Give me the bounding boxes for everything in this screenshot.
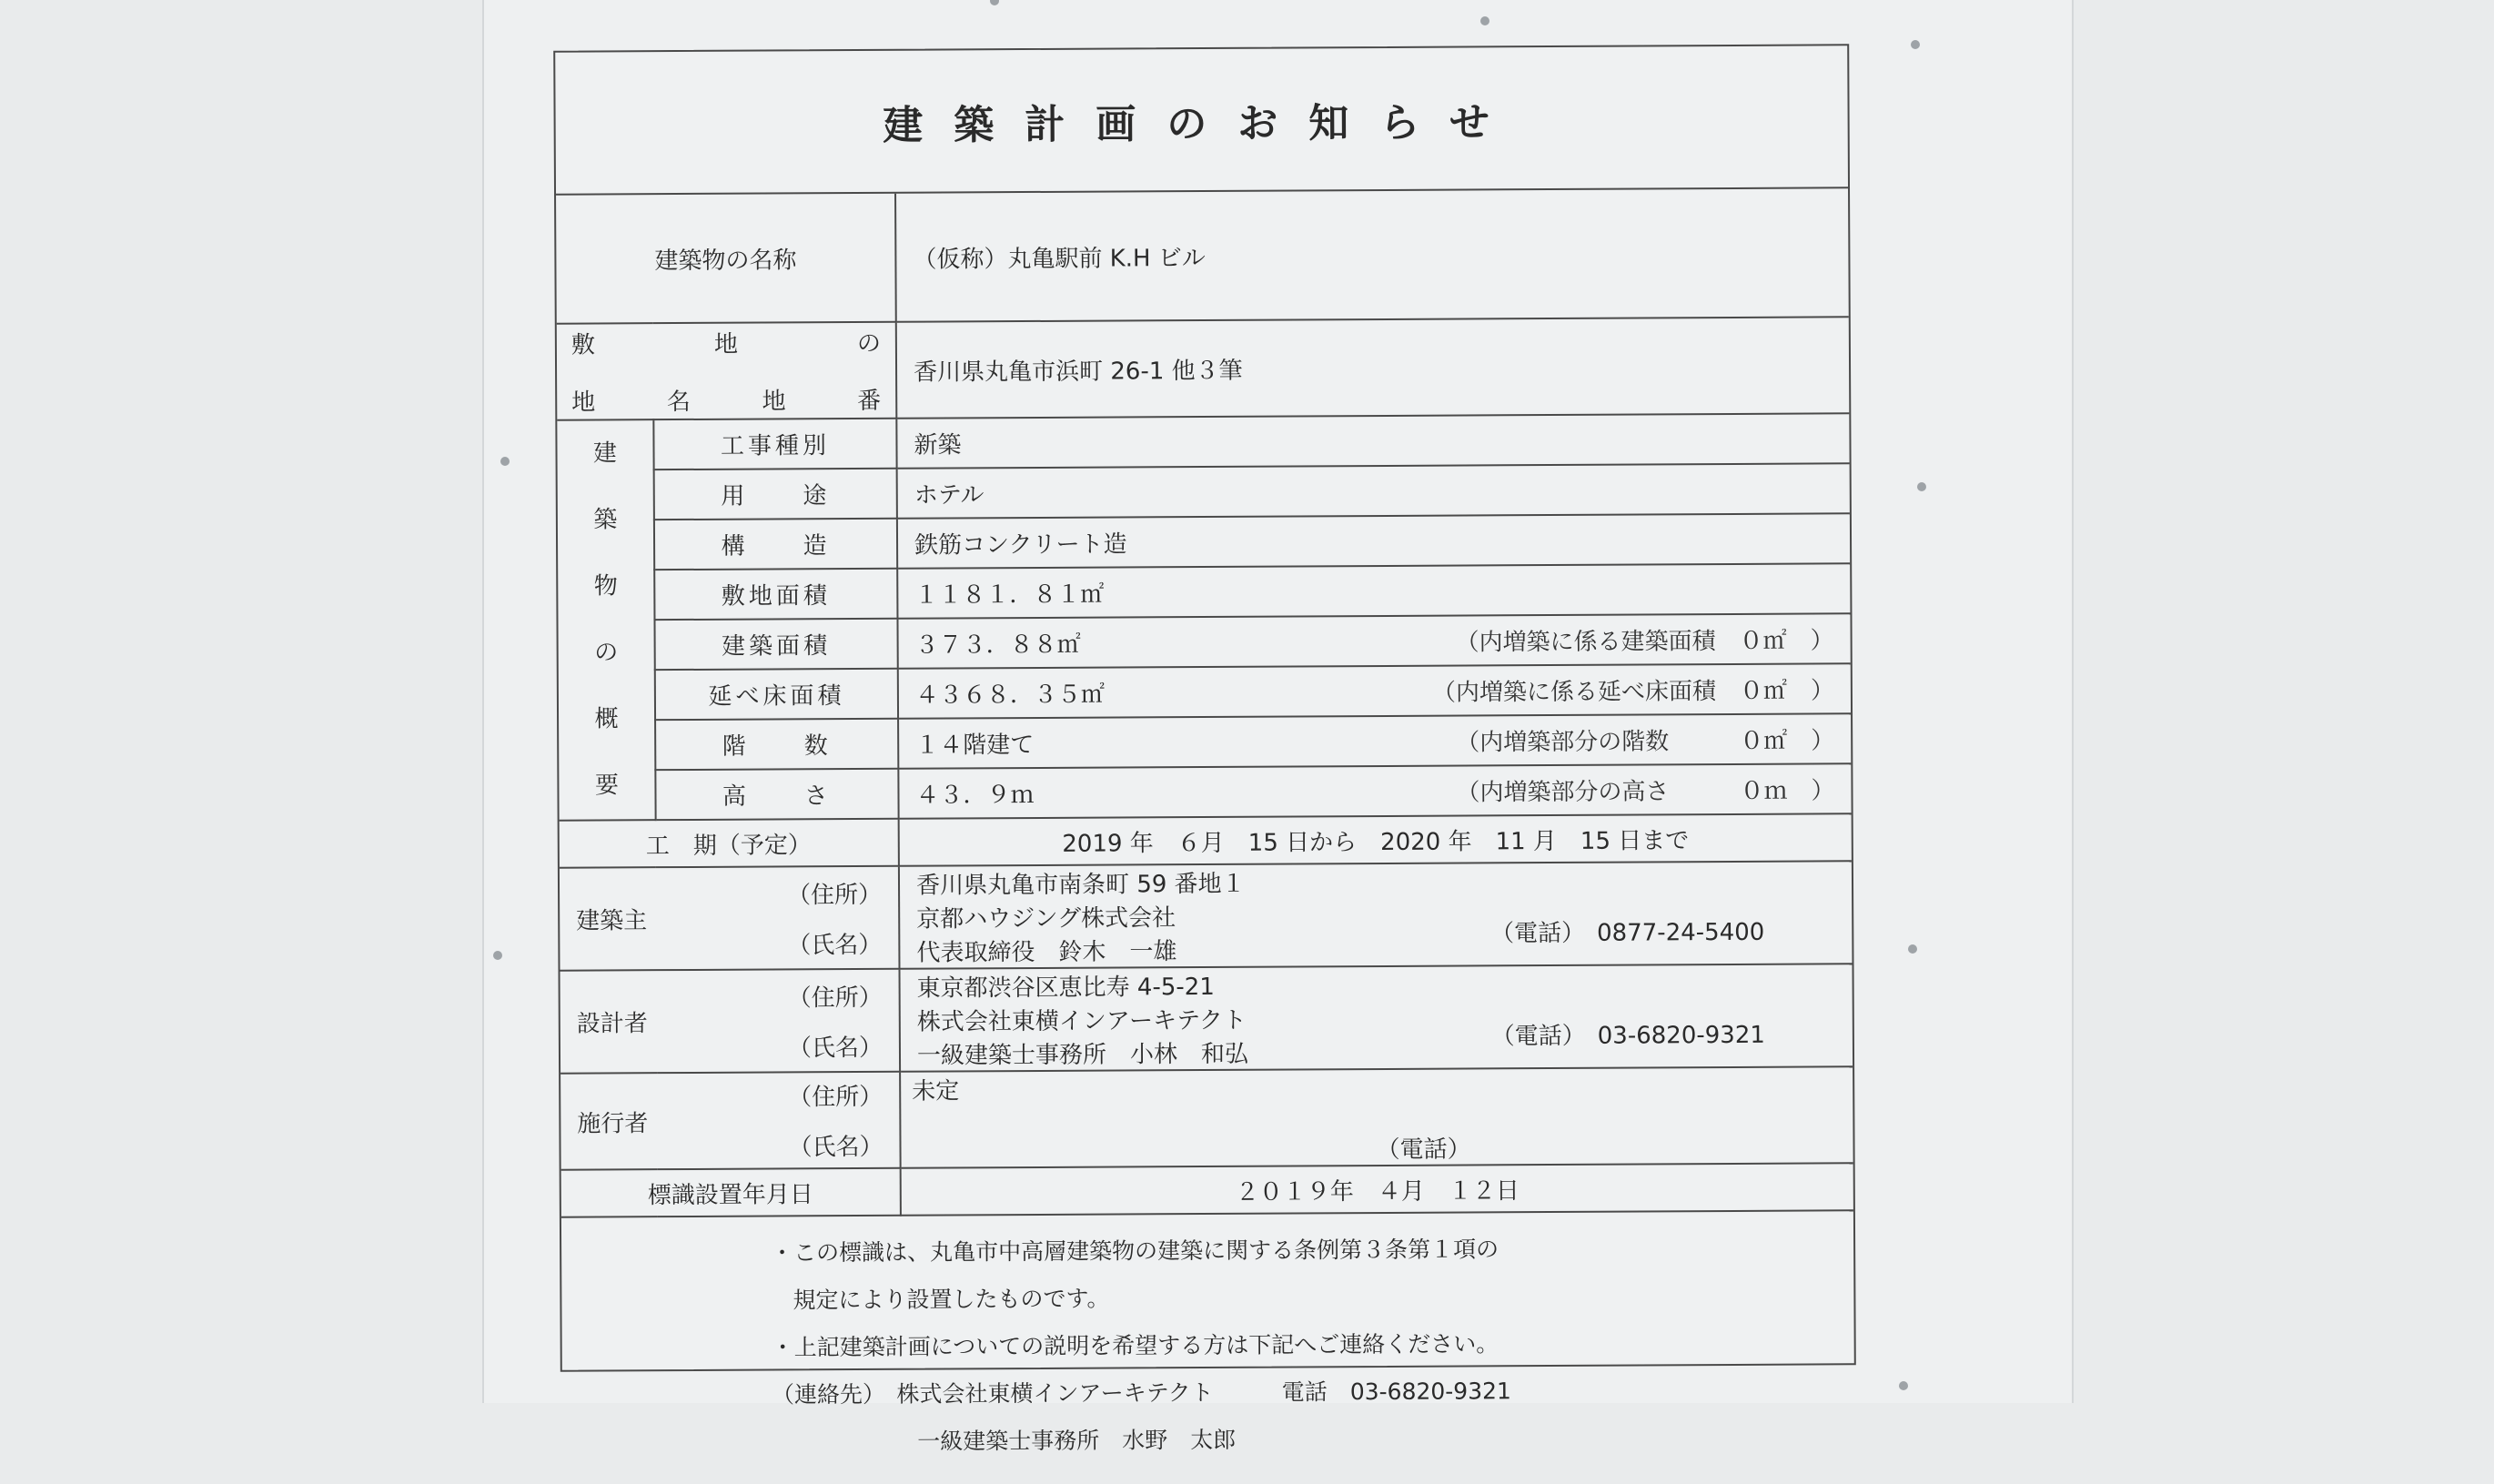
footer-line: ・上記建築計画についての説明を希望する方は下記へご連絡ください。: [771, 1330, 1499, 1361]
outline-char: 建: [592, 439, 618, 468]
tel-label: （電話）: [1489, 919, 1574, 947]
notice-sheet: [553, 44, 1856, 1455]
owner-label: 建築主: [576, 907, 648, 935]
footer-notes: [561, 1211, 1855, 1483]
outline-row-value: [898, 663, 1851, 718]
screw: [1917, 482, 1926, 491]
sign-board: [482, 0, 2074, 1455]
contact-company: 株式会社東横インアーキテクト: [896, 1378, 1214, 1408]
outline-note: （内増築に係る建築面積 ０㎡ ）: [1455, 627, 1834, 657]
builder-label: 施行者: [577, 1109, 649, 1138]
tel-label: （電話）: [1376, 1136, 1471, 1165]
screw: [500, 457, 510, 466]
site-label: [557, 322, 897, 420]
outline-row-value: [897, 563, 1850, 618]
outline-value-text: 新築: [914, 431, 962, 459]
owner-name: 京都ハウジング株式会社: [916, 904, 1176, 934]
addr-label: （住所）: [786, 881, 883, 909]
outline-char: 築: [593, 506, 618, 534]
outline-value-text: １１８１．８１㎡: [914, 580, 1105, 610]
outline-row-value: [898, 713, 1851, 768]
notice-table: [556, 188, 1853, 1217]
outline-row-value: [897, 613, 1850, 668]
contact-person: 一級建築士事務所 水野 太郎: [917, 1426, 1237, 1455]
outline-row-label: 用 途: [654, 469, 897, 520]
name-label: （氏名）: [787, 1034, 884, 1062]
builder-address: 未定: [912, 1077, 960, 1105]
site-label-char: 地: [713, 330, 738, 358]
designer-address: 東京都渋谷区恵比寿 4-5-21: [916, 973, 1215, 1003]
owner-address: 香川県丸亀市南条町 59 番地１: [915, 870, 1246, 900]
period-value: 2019 年 ６月 15 日から 2020 年 11 月 15 日まで: [899, 813, 1852, 865]
designer-tel: 03-6820-9321: [1597, 1021, 1765, 1050]
screw: [1908, 944, 1917, 954]
outline-row-label: 階 数: [655, 719, 898, 770]
owner-representative: 代表取締役 鈴木 一雄: [916, 938, 1177, 967]
outline-row-label: 高 さ: [655, 769, 898, 820]
site-value: 香川県丸亀市浜町 26-1 他３筆: [896, 317, 1850, 418]
owner-value: [899, 861, 1853, 968]
site-label-char: 番: [857, 387, 882, 415]
outline-char: の: [594, 639, 619, 667]
contact-label: （連絡先）: [771, 1380, 874, 1408]
outline-row-value: [896, 413, 1849, 468]
designer-value: [900, 964, 1853, 1071]
posted-value: ２０１９年 ４月 １２日: [901, 1163, 1853, 1215]
tel-label: （電話）: [1490, 1022, 1574, 1050]
outline-row-value: [897, 463, 1850, 518]
contact-tel-label: 電話: [1281, 1378, 1328, 1406]
designer-label: 設計者: [576, 1010, 648, 1038]
outline-row-value: [898, 763, 1851, 818]
notice-title: 建築計画のお知らせ: [555, 45, 1848, 195]
outline-char: 要: [594, 772, 620, 800]
addr-label: （住所）: [787, 984, 883, 1012]
builder-value: [900, 1066, 1853, 1167]
outline-value-text: ホテル: [914, 481, 984, 510]
designer-office: 一級建築士事務所 小林 和弘: [916, 1040, 1249, 1070]
designer-label-cell: [560, 969, 901, 1074]
contact-tel: 03-6820-9321: [1349, 1378, 1511, 1406]
designer-name: 株式会社東横インアーキテクト: [916, 1006, 1247, 1036]
outline-note: （内増築に係る延べ床面積 ０㎡ ）: [1431, 677, 1834, 707]
outline-row-label: 建築面積: [654, 619, 897, 670]
outline-value-text: ３７３．８８㎡: [914, 631, 1081, 660]
site-label-char: の: [856, 329, 881, 358]
outline-row-label: 構 造: [654, 519, 897, 570]
screw: [1911, 40, 1920, 49]
outline-char: 概: [594, 705, 619, 733]
outline-row-value: [897, 513, 1850, 568]
name-label: （氏名）: [787, 931, 883, 959]
outline-row-label: 工事種別: [653, 419, 896, 469]
screw: [1480, 16, 1489, 25]
footer-line: 規定により設置したものです。: [793, 1285, 1110, 1314]
posted-label: 標識設置年月日: [561, 1168, 901, 1217]
outline-note: （内増築部分の高さ ０ｍ ）: [1456, 777, 1835, 807]
outline-value-text: ４３６８．３５㎡: [914, 681, 1106, 710]
footer-line: ・この標識は、丸亀市中高層建築物の建築に関する条例第３条第１項の: [771, 1236, 1499, 1267]
name-label: 建築物の名称: [556, 194, 896, 324]
site-label-char: 地: [571, 389, 596, 417]
addr-label: （住所）: [788, 1083, 884, 1112]
builder-label-cell: [560, 1072, 901, 1170]
screw: [990, 0, 999, 5]
outline-value-text: １４階建て: [915, 731, 1035, 760]
name-value: （仮称）丸亀駅前 K.H ビル: [895, 188, 1849, 321]
outline-row-label: 延べ床面積: [655, 669, 898, 720]
outline-group-label: [557, 419, 655, 821]
period-label: 工 期（予定）: [560, 819, 899, 868]
owner-tel: 0877-24-5400: [1597, 918, 1765, 947]
screw: [493, 951, 502, 960]
site-label-char: 敷: [570, 331, 595, 359]
name-label: （氏名）: [788, 1133, 884, 1162]
outline-row-label: 敷地面積: [654, 569, 897, 620]
site-label-char: 地: [762, 388, 786, 416]
outline-value-text: 鉄筋コンクリート造: [914, 530, 1127, 560]
outline-value-text: ４３．９ｍ: [915, 781, 1035, 810]
footer-contact: [772, 1366, 1818, 1418]
screw: [1899, 1381, 1908, 1390]
outline-char: 物: [593, 572, 618, 601]
site-label-char: 名: [666, 388, 691, 417]
owner-label-cell: [560, 866, 900, 971]
outline-note: （内増築部分の階数 ０㎡ ）: [1456, 727, 1835, 757]
